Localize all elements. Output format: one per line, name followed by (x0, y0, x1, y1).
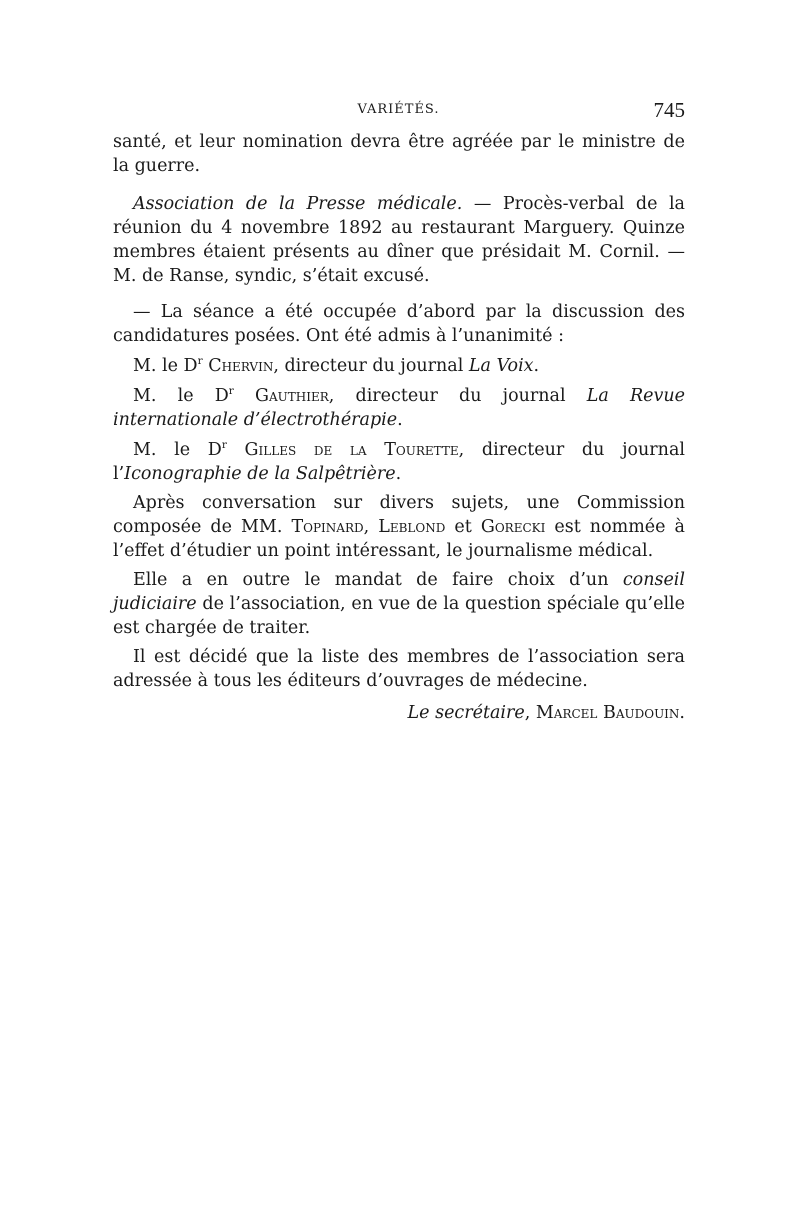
entry-middle: , directeur du journal (328, 386, 587, 406)
entry-prefix: M. le D (133, 440, 222, 460)
signature-sep: , (524, 703, 536, 723)
paragraph-text: est nommée à l’effet d’étudier un point intéressant, le journalisme médical. (113, 517, 685, 561)
member-entry-gilles (113, 438, 685, 486)
paragraph-text: de l’association, en vue de la question spéciale qu’elle est chargée de traiter. (113, 594, 685, 638)
entry-middle: , directeur du journal l’ (113, 440, 685, 484)
seance-paragraph: — La séance a été occupée d’abord par la discussion des candidatures posées. Ont été admis à l’unanimité : (113, 302, 685, 346)
signature-end: . (679, 703, 685, 723)
member-name: Gilles de la Tourette (244, 440, 459, 460)
entry-sup: r (221, 439, 227, 452)
paragraph-text: Elle a en outre le mandat de faire choix d’un (133, 570, 623, 590)
mandate-paragraph (113, 568, 685, 640)
page-body (113, 130, 685, 725)
member-entry-chervin (113, 354, 685, 378)
separator: , (363, 517, 379, 537)
entry-middle: , directeur du journal (273, 356, 469, 376)
emphasis: conseil judiciaire (113, 570, 685, 614)
signature-line (113, 701, 685, 725)
journal-title: Iconographie de la Salpêtrière (124, 464, 396, 484)
paragraph-text: — Procès-verbal de la réunion du 4 novembre 1892 au restaurant Marguery. Quinze membres étaient présents au dîner que présidait M. Cornil. — M. de Ranse, syndic, s’était excusé. (113, 194, 685, 286)
member-name: Gorecki (480, 517, 546, 537)
running-title: VARIÉTÉS. (357, 102, 440, 117)
continued-paragraph: santé, et leur nomination devra être agréée par le ministre de la guerre. (113, 132, 685, 176)
member-name: Gauthier (255, 386, 329, 406)
entry-prefix: M. le D (133, 386, 229, 406)
entry-end: . (395, 464, 402, 484)
paragraph-text: Après conversation sur divers sujets, une Commission composée de MM. (113, 493, 685, 537)
signature-role: Le secrétaire (407, 703, 525, 723)
journal-title: La Revue internationale d’électrothérapie (113, 386, 685, 430)
member-name: Leblond (378, 517, 446, 537)
separator: et (445, 517, 481, 537)
entry-end: . (533, 356, 540, 376)
journal-title: La Voix (468, 356, 534, 376)
association-paragraph (113, 192, 685, 288)
entry-prefix: M. le D (133, 356, 198, 376)
page-number: 745 (653, 98, 685, 122)
entry-end: . (397, 410, 403, 430)
member-entry-gauthier (113, 384, 685, 432)
commission-paragraph (113, 491, 685, 563)
page-header (112, 98, 685, 124)
section-title: Association de la Presse médicale. (133, 194, 463, 214)
decision-paragraph: Il est décidé que la liste des membres de l’association sera adressée à tous les éditeurs d’ouvrages de médecine. (113, 647, 685, 691)
signature-name: Marcel Baudouin (535, 703, 680, 723)
entry-sup: r (197, 355, 203, 368)
member-name: Chervin (208, 356, 274, 376)
entry-sup: r (228, 385, 234, 398)
member-name: Topinard (291, 517, 364, 537)
